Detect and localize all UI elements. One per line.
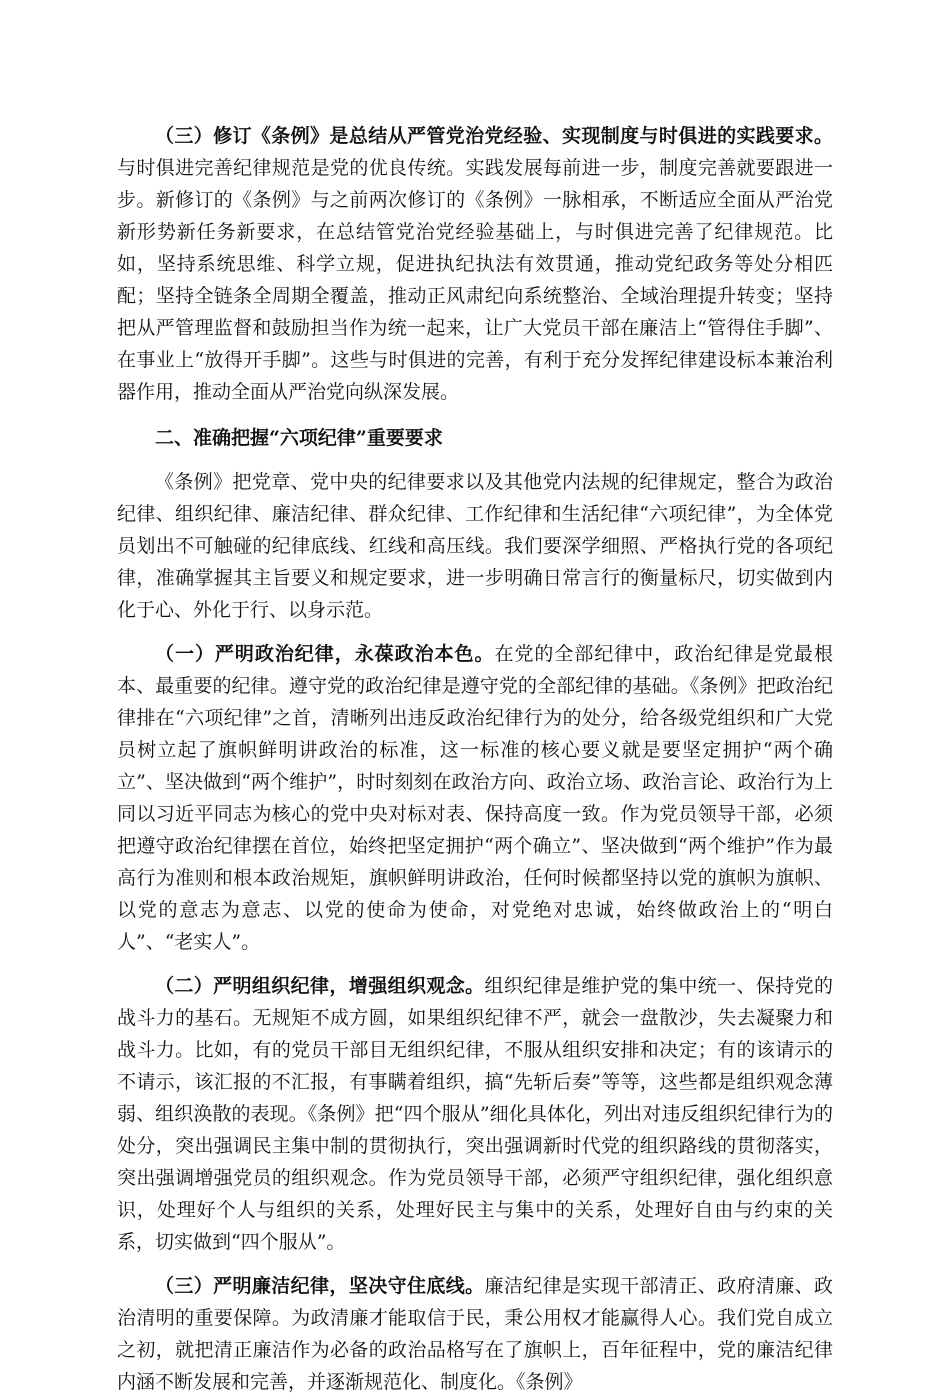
paragraph-integrity-discipline: [117, 1270, 833, 1398]
section-heading: 二、准确把握“六项纪律”重要要求: [155, 427, 443, 449]
paragraph-body: 组织纪律是维护党的集中统一、保持党的战斗力的基石。无规矩不成方圆，如果组织纪律不严，就会一盘散沙，失去凝聚力和战斗力。比如，有的党员干部目无组织纪律，不服从组织安排和决定；有的该请示的不请示，该汇报的不汇报，有事瞒着组织，搞“先斩后奏”等等，这些都是组织观念薄弱、组织涣散的表现。《条例》把“四个服从”细化具体化，列出对违反组织纪律行为的处分，突出强调民主集中制的贯彻执行，突出强调新时代党的组织路线的贯彻落实，突出强调增强党员的组织观念。作为党员领导干部，必须严守组织纪律，强化组织意识，处理好个人与组织的关系，处理好民主与集中的关系，处理好自由与约束的关系，切实做到“四个服从”。: [117, 975, 833, 1253]
intro-paragraph: 《条例》把党章、党中央的纪律要求以及其他党内法规的纪律规定，整合为政治纪律、组织纪律、廉洁纪律、群众纪律、工作纪律和生活纪律“六项纪律”，为全体党员划出不可触碰的纪律底线、红线和高压线。我们要深学细照、严格执行党的各项纪律，准确掌握其主旨要义和规定要求，进一步明确日常言行的衡量标尺，切实做到内化于心、外化于行、以身示范。: [117, 471, 833, 621]
paragraph-body: 在党的全部纪律中，政治纪律是党最根本、最重要的纪律。遵守党的政治纪律是遵守党的全部纪律的基础。《条例》把政治纪律排在“六项纪律”之首，清晰列出违反政治纪律行为的处分，给各级党组织和广大党员树立起了旗帜鲜明讲政治的标准，这一标准的核心要义就是要坚定拥护“两个确立”、坚决做到“两个维护”，时时刻刻在政治方向、政治立场、政治言论、政治行为上同以习近平同志为核心的党中央对标对表、保持高度一致。作为党员领导干部，必须把遵守政治纪律摆在首位，始终把坚定拥护“两个确立”、坚决做到“两个维护”作为最高行为准则和根本政治规矩，旗帜鲜明讲政治，任何时候都坚持以党的旗帜为旗帜、以党的意志为意志、以党的使命为使命，对党绝对忠诚，始终做政治上的“明白人”、“老实人”。: [117, 643, 833, 953]
paragraph-lead: （三）修订《条例》是总结从严管党治党经验、实现制度与时俱进的实践要求。: [155, 125, 833, 147]
paragraph-body: 与时俱进完善纪律规范是党的优良传统。实践发展每前进一步，制度完善就要跟进一步。新修订的《条例》与之前两次修订的《条例》一脉相承，不断适应全面从严治党新形势新任务新要求，在总结管党治党经验基础上，与时俱进完善了纪律规范。比如，坚持系统思维、科学立规，促进执纪执法有效贯通，推动党纪政务等处分相匹配；坚持全链条全周期全覆盖，推动正风肃纪向系统整治、全域治理提升转变；坚持把从严管理监督和鼓励担当作为统一起来，让广大党员干部在廉洁上“管得住手脚”、在事业上“放得开手脚”。这些与时俱进的完善，有利于充分发挥纪律建设标本兼治利器作用，推动全面从严治党向纵深发展。: [117, 157, 833, 403]
paragraph-lead: （三）严明廉洁纪律，坚决守住底线。: [155, 1275, 485, 1297]
paragraph-political-discipline: [117, 638, 833, 958]
paragraph-lead: （一）严明政治纪律，永葆政治本色。: [155, 643, 495, 665]
paragraph-body: 廉洁纪律是实现干部清正、政府清廉、政治清明的重要保障。为政清廉才能取信于民，秉公用权才能赢得人心。我们党自成立之初，就把清正廉洁作为必备的政治品格写在了旗帜上，百年征程中，党的廉洁纪律内涵不断发展和完善，并逐渐规范化、制度化。《条例》: [117, 1275, 833, 1393]
paragraph-revision-requirement: [117, 120, 833, 408]
paragraph-lead: （二）严明组织纪律，增强组织观念。: [155, 975, 485, 997]
paragraph-organizational-discipline: [117, 970, 833, 1258]
